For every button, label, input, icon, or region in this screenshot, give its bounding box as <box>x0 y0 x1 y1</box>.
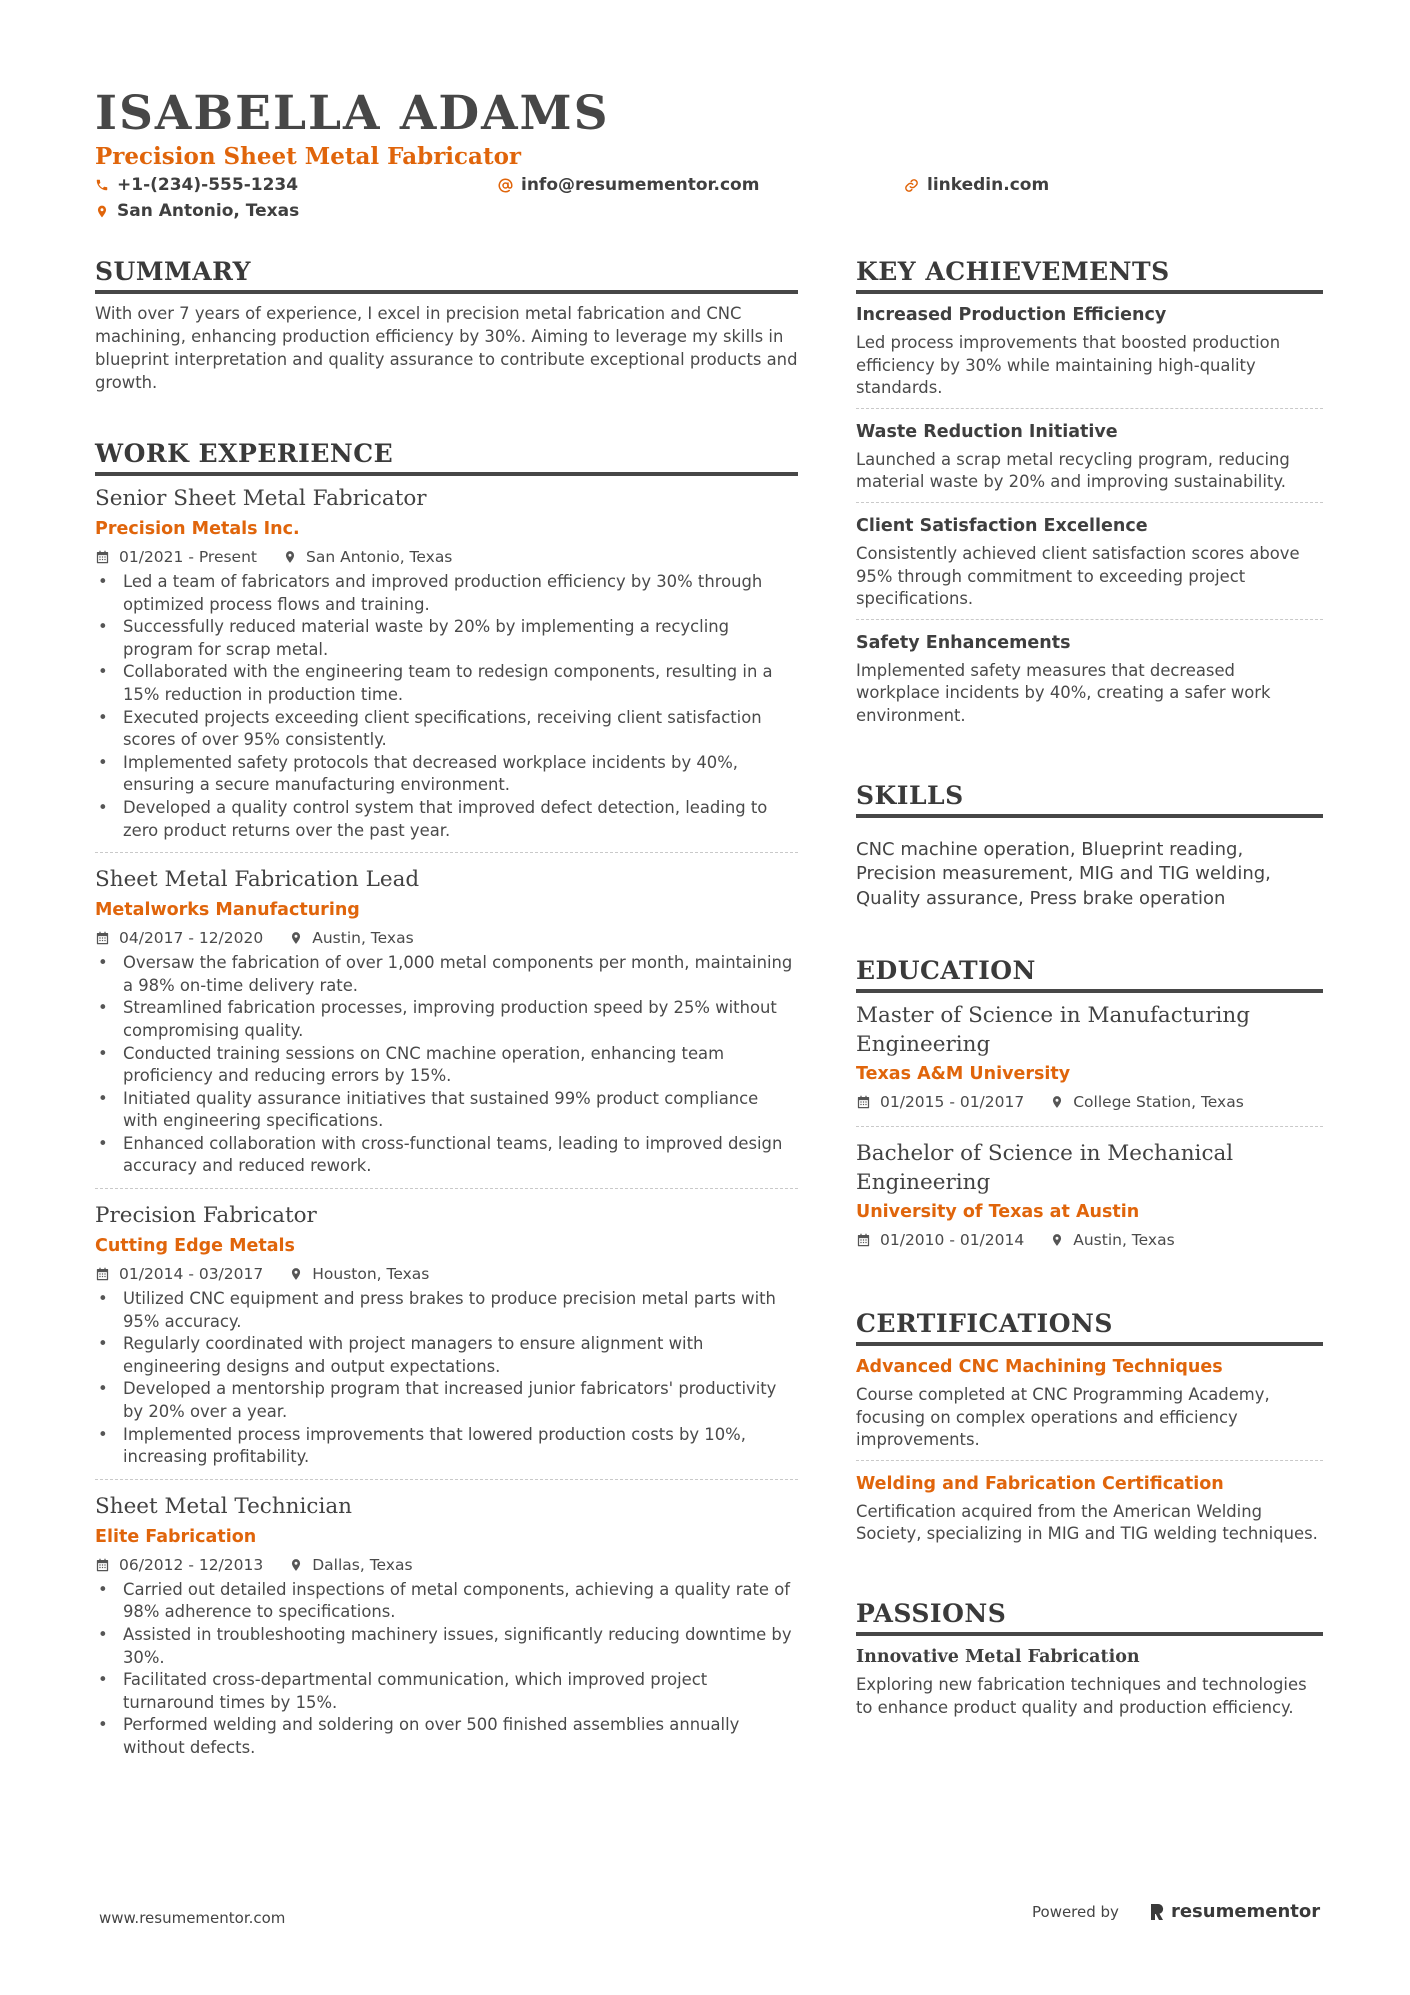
calendar-icon <box>95 930 110 946</box>
achievement-item <box>856 302 1323 409</box>
achievement-desc: Launched a scrap metal recycling program, reducing material waste by 20% and improving sustainability. <box>856 449 1290 492</box>
passions-section <box>856 1598 1323 1719</box>
contact-email[interactable] <box>498 174 759 196</box>
education-section <box>856 955 1323 1264</box>
job-location: Austin, Texas <box>312 929 414 948</box>
job-entry <box>95 484 798 853</box>
contact-phone[interactable] <box>95 174 298 196</box>
location-pin-icon <box>289 1557 303 1573</box>
certification-title: Advanced CNC Machining Techniques <box>856 1357 1223 1378</box>
job-title: Precision Fabricator <box>95 1203 317 1229</box>
job-entry <box>95 865 798 1189</box>
powered-by-text: Powered by <box>1032 1902 1119 1921</box>
location-pin-icon <box>1050 1094 1064 1110</box>
company-name: Metalworks Manufacturing <box>95 900 360 921</box>
certification-item <box>856 1354 1323 1461</box>
passion-desc: Exploring new fabrication techniques and technologies to enhance product quality and production efficiency. <box>856 1675 1307 1717</box>
passion-item <box>856 1644 1323 1719</box>
achievement-item <box>856 630 1323 736</box>
certification-title: Welding and Fabrication Certification <box>856 1473 1224 1494</box>
achievement-title: Increased Production Efficiency <box>856 305 1167 325</box>
job-meta <box>95 927 798 949</box>
location-pin-icon <box>289 1266 303 1282</box>
education-dates: 01/2010 - 01/2014 <box>880 1231 1025 1250</box>
achievement-item <box>856 419 1323 503</box>
job-meta <box>95 1554 798 1576</box>
achievement-title: Safety Enhancements <box>856 632 1071 653</box>
location-pin-icon <box>289 930 303 946</box>
footer-website[interactable]: www.resumementor.com <box>99 1909 286 1927</box>
education-dates: 01/2015 - 01/2017 <box>880 1093 1025 1112</box>
left-column <box>95 256 798 1814</box>
location-text: San Antonio, Texas <box>117 201 300 221</box>
bullet-item: • Implemented safety protocols that decreased workplace incidents by 40%, ensuring a secure manufacturing environment. <box>95 752 798 797</box>
company-name: Cutting Edge Metals <box>95 1236 295 1257</box>
bullet-item: • Implemented process improvements that lowered production costs by 10%, increasing profitability. <box>95 1424 798 1469</box>
passion-title: Innovative Metal Fabrication <box>856 1647 1140 1667</box>
bullet-item: • Initiated quality assurance initiatives that sustained 99% product compliance with engineering specifications. <box>95 1088 798 1133</box>
bullet-item: • Executed projects exceeding client specifications, receiving client satisfaction scores of over 95% consistently. <box>95 707 798 752</box>
education-item <box>856 1001 1323 1127</box>
certifications-heading: CERTIFICATIONS <box>856 1308 1323 1346</box>
school-name: University of Texas at Austin <box>856 1202 1140 1223</box>
job-location: Dallas, Texas <box>312 1555 413 1574</box>
calendar-icon <box>95 549 110 565</box>
job-bullets <box>95 952 798 1178</box>
bullet-item: • Successfully reduced material waste by 20% by implementing a recycling program for scrap metal. <box>95 616 798 661</box>
school-name: Texas A&M University <box>856 1064 1071 1085</box>
bullet-item: • Collaborated with the engineering team to redesign components, resulting in a 15% reduction in production time. <box>95 661 798 706</box>
job-entry <box>95 1492 798 1770</box>
bullet-item: • Streamlined fabrication processes, improving production speed by 25% without compromising quality. <box>95 997 798 1042</box>
bullet-item: • Carried out detailed inspections of metal components, achieving a quality rate of 98% adherence to specifications. <box>95 1579 798 1624</box>
contact-linkedin[interactable] <box>904 174 1049 196</box>
bullet-item: • Enhanced collaboration with cross-functional teams, leading to improved design accuracy and reduced rework. <box>95 1133 798 1178</box>
job-bullets <box>95 571 798 842</box>
bullet-item: • Utilized CNC equipment and press brakes to produce precision metal parts with 95% accuracy. <box>95 1288 798 1333</box>
location-pin-icon <box>1050 1232 1064 1248</box>
calendar-icon <box>95 1557 110 1573</box>
job-dates: 01/2014 - 03/2017 <box>119 1265 264 1284</box>
email-text: info@resumementor.com <box>521 175 760 195</box>
candidate-name: ISABELLA ADAMS <box>95 86 610 141</box>
bullet-item: • Developed a mentorship program that increased junior fabricators' productivity by 20% over a year. <box>95 1378 798 1423</box>
bullet-item: • Facilitated cross-departmental communication, which improved project turnaround times by 15%. <box>95 1669 798 1714</box>
skills-section <box>856 780 1323 912</box>
calendar-icon <box>856 1232 871 1248</box>
degree-title: Master of Science in Manufacturing Engineering <box>856 1003 1251 1058</box>
achievements-section <box>856 256 1323 736</box>
company-name: Elite Fabrication <box>95 1526 257 1547</box>
right-column <box>856 256 1323 1763</box>
location-pin-icon <box>95 204 109 219</box>
certification-item <box>856 1471 1323 1554</box>
education-location: College Station, Texas <box>1073 1093 1244 1112</box>
job-entry <box>95 1201 798 1480</box>
achievement-desc: Implemented safety measures that decreased workplace incidents by 40%, creating a safer work environment. <box>856 660 1271 725</box>
footer-branding <box>1032 1901 1320 1922</box>
experience-heading: WORK EXPERIENCE <box>95 438 798 476</box>
achievement-desc: Consistently achieved client satisfaction scores above 95% through commitment to exceeding project specifications. <box>856 543 1300 609</box>
brand-logo[interactable] <box>1149 1901 1320 1922</box>
job-location: Houston, Texas <box>312 1265 430 1284</box>
achievement-item <box>856 513 1323 620</box>
achievement-title: Waste Reduction Initiative <box>856 421 1118 442</box>
bullet-item: • Developed a quality control system that improved defect detection, leading to zero product returns over the past year. <box>95 797 798 842</box>
location-pin-icon <box>283 549 297 565</box>
linkedin-text: linkedin.com <box>927 175 1050 195</box>
skills-heading: SKILLS <box>856 780 1323 818</box>
summary-text: With over 7 years of experience, I excel in precision metal fabrication and CNC machining, enhancing production efficiency by 30%. Aiming to leverage my skills in blueprint interpretation and quality assurance to contribute exceptional products and growth. <box>95 304 798 392</box>
certifications-section <box>856 1308 1323 1554</box>
achievement-desc: Led process improvements that boosted production efficiency by 30% while maintaining high-quality standards. <box>856 333 1281 398</box>
experience-section <box>95 438 798 1770</box>
certification-desc: Certification acquired from the American Welding Society, specializing in MIG and TIG welding techniques. <box>856 1501 1318 1544</box>
job-bullets <box>95 1579 798 1760</box>
job-meta <box>95 1263 798 1285</box>
education-meta <box>856 1091 1323 1113</box>
bullet-item: • Oversaw the fabrication of over 1,000 metal components per month, maintaining a 98% on-time delivery rate. <box>95 952 798 997</box>
resumementor-logo-icon <box>1149 1902 1165 1922</box>
company-name: Precision Metals Inc. <box>95 519 300 539</box>
bullet-item: • Performed welding and soldering on over 500 finished assemblies annually without defects. <box>95 1714 798 1759</box>
job-dates: 04/2017 - 12/2020 <box>119 929 264 948</box>
bullet-item: • Assisted in troubleshooting machinery issues, significantly reducing downtime by 30%. <box>95 1624 798 1669</box>
calendar-icon <box>856 1094 871 1110</box>
summary-section <box>95 256 798 394</box>
achievements-heading: KEY ACHIEVEMENTS <box>856 256 1323 294</box>
job-dates: 01/2021 - Present <box>119 548 257 566</box>
brand-name: resumementor <box>1170 1901 1321 1922</box>
phone-text: +1-(234)-555-1234 <box>117 175 299 195</box>
passions-heading: PASSIONS <box>856 1598 1323 1636</box>
certification-desc: Course completed at CNC Programming Academy, focusing on complex operations and efficiency improvements. <box>856 1385 1270 1450</box>
education-item <box>856 1139 1323 1264</box>
job-dates: 06/2012 - 12/2013 <box>119 1555 264 1574</box>
calendar-icon <box>95 1266 110 1282</box>
phone-icon <box>95 178 109 192</box>
bullet-item: • Regularly coordinated with project managers to ensure alignment with engineering designs and output expectations. <box>95 1333 798 1378</box>
skills-text: CNC machine operation, Blueprint reading, Precision measurement, MIG and TIG welding, Quality assurance, Press brake operation <box>856 838 1271 909</box>
education-heading: EDUCATION <box>856 955 1323 993</box>
summary-heading: SUMMARY <box>95 256 798 294</box>
at-icon <box>498 178 513 193</box>
degree-title: Bachelor of Science in Mechanical Engineering <box>856 1141 1234 1196</box>
job-meta <box>95 546 798 568</box>
job-title: Sheet Metal Fabrication Lead <box>95 867 420 893</box>
bullet-item: • Led a team of fabricators and improved production efficiency by 30% through optimized process flows and training. <box>95 571 798 616</box>
achievement-title: Client Satisfaction Excellence <box>856 515 1148 536</box>
job-bullets <box>95 1288 798 1469</box>
bullet-item: • Conducted training sessions on CNC machine operation, enhancing team proficiency and reducing errors by 15%. <box>95 1043 798 1088</box>
link-icon <box>904 178 919 193</box>
candidate-title: Precision Sheet Metal Fabricator <box>95 143 522 170</box>
contact-location <box>95 200 299 222</box>
education-location: Austin, Texas <box>1073 1231 1175 1250</box>
job-title: Sheet Metal Technician <box>95 1493 352 1519</box>
education-meta <box>856 1229 1323 1251</box>
job-location: San Antonio, Texas <box>306 548 453 566</box>
job-title: Senior Sheet Metal Fabricator <box>95 486 427 511</box>
